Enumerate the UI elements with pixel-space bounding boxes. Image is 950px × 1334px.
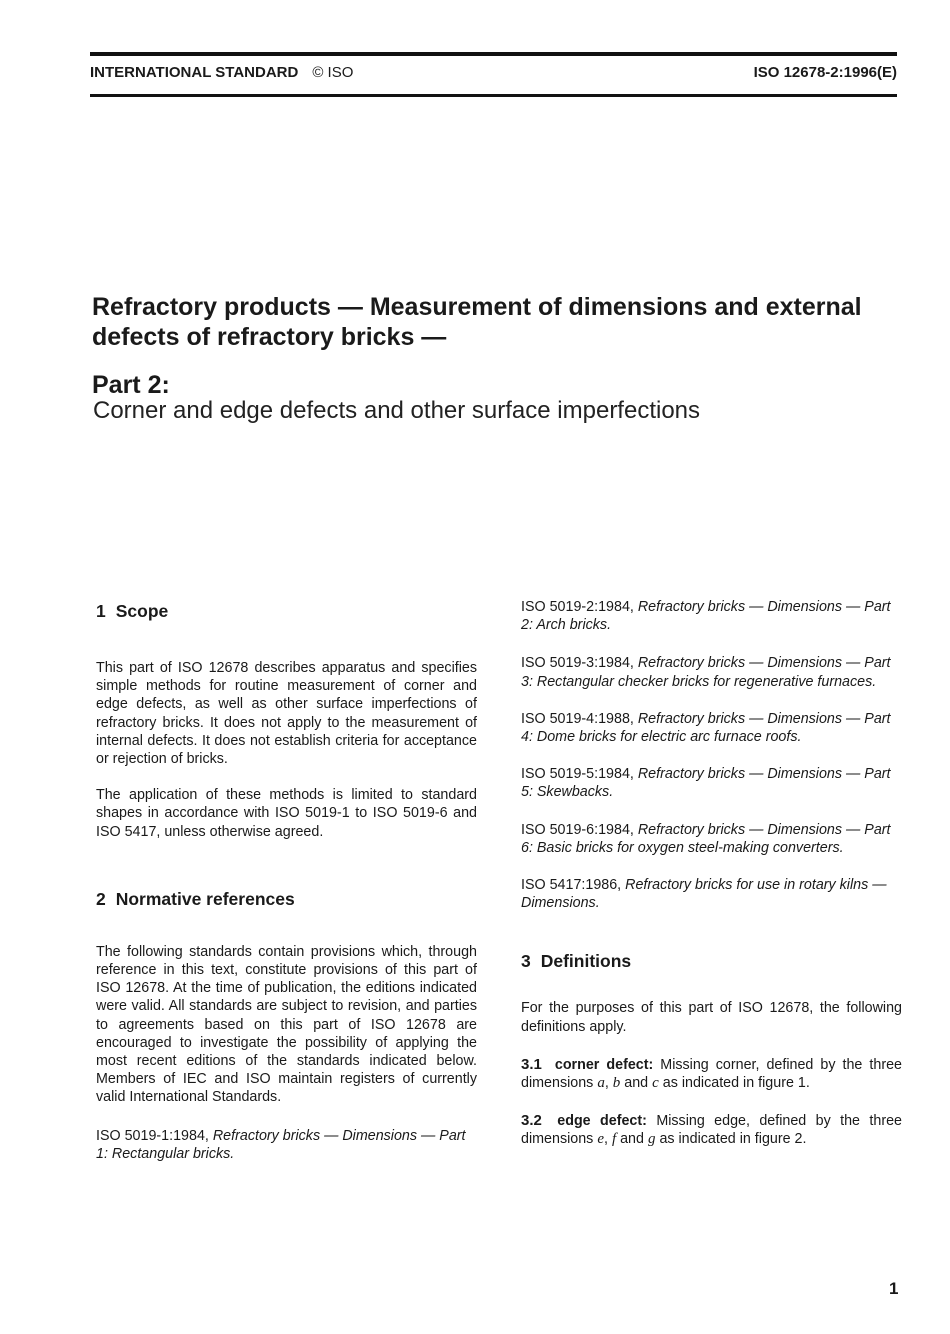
reference-code: ISO 5019-6:1984,	[521, 821, 634, 838]
reference-item	[521, 765, 902, 801]
header-standard-label: INTERNATIONAL STANDARD	[90, 64, 299, 81]
reference-item	[521, 710, 902, 746]
header-copyright: © ISO	[312, 64, 354, 81]
reference-title: Refractory bricks — Dimensions — Part 1: Rectangular bricks.	[96, 1127, 466, 1162]
header-standard-id: ISO 12678-2:1996(E)	[753, 64, 897, 81]
reference-title: Refractory bricks — Dimensions — Part 5: Skewbacks.	[521, 766, 891, 801]
definitions-heading	[521, 950, 902, 972]
part-subtitle: Corner and edge defects and other surface imperfections	[93, 397, 701, 424]
reference-code: ISO 5019-4:1988,	[521, 710, 634, 727]
scope-paragraph-1: This part of ISO 12678 describes apparatus and specifies simple methods for routine measurement of corner and edge defects, as well as other surface imperfections of refractory bricks. It does not apply to the measurement of internal defects. It does not establish criteria for acceptance or rejection of bricks.	[96, 660, 477, 768]
separator: and	[620, 1131, 644, 1148]
reference-title: Refractory bricks — Dimensions — Part 2: Arch bricks.	[521, 599, 891, 634]
reference-code: ISO 5019-5:1984,	[521, 766, 634, 783]
dimension-variable: f	[611, 1131, 617, 1148]
reference-code: ISO 5417:1986,	[521, 877, 622, 894]
definition-corner-defect	[521, 1056, 902, 1092]
reference-code: ISO 5019-3:1984,	[521, 655, 634, 672]
left-column	[96, 600, 477, 1163]
reference-title: Refractory bricks for use in rotary kilns — Dimensions.	[521, 877, 887, 912]
definition-edge-defect	[521, 1112, 902, 1148]
definitions-title: Definitions	[540, 951, 632, 972]
reference-item	[96, 1127, 477, 1163]
definition-number: 3.1	[521, 1055, 542, 1073]
page-number: 1	[889, 1279, 899, 1298]
normative-number: 2	[96, 888, 106, 909]
definition-text: Missing edge, defined by the three dimensions	[521, 1113, 902, 1148]
separator: and	[624, 1075, 649, 1092]
scope-paragraph-2: The application of these methods is limited to standard shapes in accordance with ISO 5019-1 to ISO 5019-6 and ISO 5417, unless otherwise agreed.	[96, 787, 477, 840]
reference-code: ISO 5019-1:1984,	[96, 1127, 209, 1144]
scope-heading	[96, 600, 477, 622]
definition-text: Missing corner, defined by the three dimensions	[521, 1056, 902, 1092]
reference-item	[521, 654, 902, 690]
definition-term: corner defect:	[554, 1056, 654, 1073]
reference-title: Refractory bricks — Dimensions — Part 4: Dome bricks for electric arc furnace roofs.	[521, 710, 891, 746]
reference-item	[521, 821, 902, 857]
header-bottom-rule	[90, 94, 897, 97]
definition-text-after: as indicated in figure 1.	[662, 1075, 810, 1092]
dimension-variable: b	[612, 1075, 621, 1092]
separator: ,	[603, 1131, 608, 1148]
part-label: Part 2:	[92, 371, 170, 399]
normative-paragraph: The following standards contain provisions which, through reference in this text, constitute provisions of this part of ISO 12678. At the time of publication, the editions indicated were valid. All standards are subject to revision, and parties to agreements based on this part of ISO 12678 are encouraged to investigate the possibility of applying the most recent editions of the standards indicated below. Members of IEC and ISO maintain registers of currently valid International Standards.	[96, 943, 477, 1106]
definition-number: 3.2	[521, 1112, 542, 1130]
scope-title: Scope	[115, 601, 169, 621]
reference-title: Refractory bricks — Dimensions — Part 3: Rectangular checker bricks for regenerative furnaces.	[521, 655, 891, 690]
definitions-number: 3	[521, 951, 531, 972]
reference-code: ISO 5019-2:1984,	[521, 599, 634, 615]
reference-title: Refractory bricks — Dimensions — Part 6: Basic bricks for oxygen steel-making converters.	[521, 821, 891, 856]
dimension-variable: c	[652, 1075, 659, 1092]
separator: ,	[604, 1075, 609, 1092]
document-title: Refractory products — Measurement of dimensions and external defects of refractory bricks —	[92, 293, 862, 351]
reference-item	[521, 876, 902, 912]
definitions-intro: For the purposes of this part of ISO 12678, the following definitions apply.	[521, 1000, 902, 1035]
normative-heading	[96, 888, 477, 910]
right-column	[521, 598, 902, 1149]
dimension-variable: g	[647, 1131, 656, 1148]
definition-term: edge defect:	[557, 1113, 647, 1130]
header-left	[90, 64, 353, 81]
dimension-variable: e	[597, 1131, 604, 1148]
scope-number: 1	[96, 601, 106, 621]
normative-title: Normative references	[115, 888, 295, 909]
header-top-rule	[90, 52, 897, 56]
reference-item	[521, 598, 902, 634]
dimension-variable: a	[597, 1075, 605, 1092]
definition-text-after: as indicated in figure 2.	[659, 1131, 807, 1148]
page-header	[90, 64, 897, 81]
